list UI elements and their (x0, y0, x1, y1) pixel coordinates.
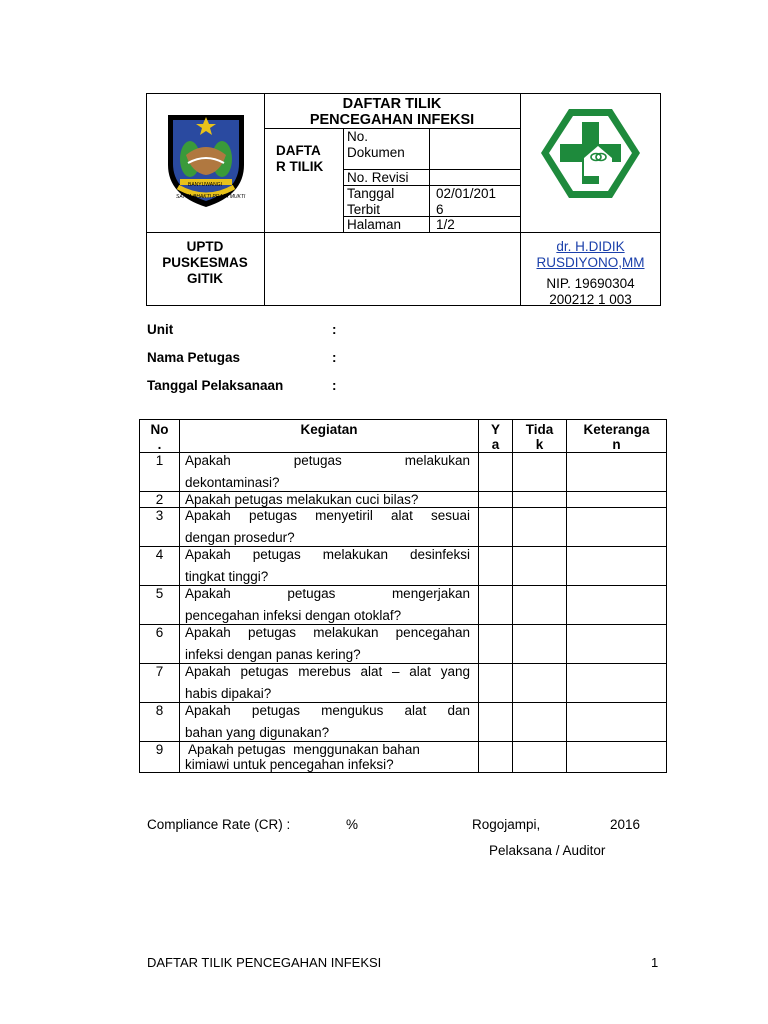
cell-tidak[interactable] (513, 703, 567, 742)
tanggal-pelaksanaan-label: Tanggal Pelaksanaan (147, 378, 284, 393)
row-question: Apakah petugas mengerjakan pencegahan infeksi dengan otoklaf? (180, 586, 479, 625)
cell-ya[interactable] (479, 453, 513, 492)
cell-keterangan[interactable] (567, 703, 667, 742)
tanggal-terbit-label: Tanggal Terbit (347, 186, 395, 217)
row-number: 3 (140, 508, 180, 547)
page-number: 1 (651, 955, 659, 970)
halaman-value: 1/2 (436, 217, 455, 232)
table-row (140, 625, 667, 664)
unit-separator: : (332, 322, 337, 337)
cell-tidak[interactable] (513, 664, 567, 703)
table-row (140, 547, 667, 586)
cell-ya[interactable] (479, 703, 513, 742)
nama-petugas-label: Nama Petugas (147, 350, 241, 365)
compliance-rate-unit: % (346, 817, 359, 832)
row-question: Apakah petugas menyetiril alat sesuai dengan prosedur? (180, 508, 479, 547)
cell-ya[interactable] (479, 586, 513, 625)
cell-tidak[interactable] (513, 492, 567, 508)
document-header (0, 0, 768, 320)
organization-name: UPTD PUSKESMAS GITIK (162, 239, 248, 286)
cell-keterangan[interactable] (567, 664, 667, 703)
table-row (140, 508, 667, 547)
checklist-table (139, 419, 667, 773)
row-number: 1 (140, 453, 180, 492)
signer-nip: NIP. 19690304 200212 1 003 (546, 276, 635, 307)
row-number: 7 (140, 664, 180, 703)
puskesmas-cross-logo (538, 106, 643, 201)
row-number: 5 (140, 586, 180, 625)
cell-tidak[interactable] (513, 625, 567, 664)
cell-ya[interactable] (479, 742, 513, 773)
row-question: Apakah petugas merebus alat – alat yang habis dipakai? (180, 664, 479, 703)
cell-ya[interactable] (479, 492, 513, 508)
no-dokumen-label: No. Dokumen (347, 129, 405, 160)
signer-name[interactable]: dr. H.DIDIK RUSDIYONO,MM (536, 239, 645, 270)
row-question: Apakah petugas melakukan cuci bilas? (180, 492, 479, 508)
unit-label: Unit (147, 322, 174, 337)
table-row (140, 664, 667, 703)
table-row (140, 703, 667, 742)
table-row (140, 586, 667, 625)
row-number: 2 (140, 492, 180, 508)
row-number: 9 (140, 742, 180, 773)
cell-tidak[interactable] (513, 547, 567, 586)
cell-tidak[interactable] (513, 742, 567, 773)
table-row (140, 742, 667, 773)
cell-keterangan[interactable] (567, 586, 667, 625)
row-question: Apakah petugas melakukan desinfeksi tingkat tinggi? (180, 547, 479, 586)
no-revisi-label: No. Revisi (347, 170, 409, 185)
cell-ya[interactable] (479, 664, 513, 703)
cell-keterangan[interactable] (567, 508, 667, 547)
table-header-row (140, 420, 667, 453)
emblem-caption: BANYUWANGI (188, 182, 222, 188)
row-number: 8 (140, 703, 180, 742)
row-question: Apakah petugas mengukus alat dan bahan yang digunakan? (180, 703, 479, 742)
cell-tidak[interactable] (513, 453, 567, 492)
cell-ya[interactable] (479, 625, 513, 664)
signing-place: Rogojampi, (472, 817, 541, 832)
cell-keterangan[interactable] (567, 492, 667, 508)
row-question: Apakah petugas melakukan dekontaminasi? (180, 453, 479, 492)
nama-petugas-separator: : (332, 350, 337, 365)
compliance-rate-label: Compliance Rate (CR) : (147, 817, 291, 832)
tanggal-terbit-value: 02/01/201 6 (436, 186, 497, 217)
auditor-role: Pelaksana / Auditor (489, 843, 606, 858)
emblem-motto: SATYA BHAKTI PRAJA MUKTI (176, 194, 246, 200)
cell-keterangan[interactable] (567, 547, 667, 586)
cell-tidak[interactable] (513, 586, 567, 625)
cell-keterangan[interactable] (567, 453, 667, 492)
document-title: DAFTAR TILIK PENCEGAHAN INFEKSI (309, 96, 475, 128)
table-row (140, 492, 667, 508)
tanggal-pelaksanaan-separator: : (332, 378, 337, 393)
cell-ya[interactable] (479, 508, 513, 547)
cell-keterangan[interactable] (567, 742, 667, 773)
document-type: DAFTA R TILIK (276, 143, 324, 174)
col-kegiatan-header: Kegiatan (180, 420, 479, 453)
row-question: Apakah petugas menggunakan bahan kimiawi untuk pencegahan infeksi? (180, 742, 479, 773)
halaman-label: Halaman (347, 217, 402, 232)
row-question: Apakah petugas melakukan pencegahan infeksi dengan panas kering? (180, 625, 479, 664)
col-tidak-header: Tida k (513, 420, 567, 453)
cell-ya[interactable] (479, 547, 513, 586)
col-ya-header: Y a (479, 420, 513, 453)
row-number: 4 (140, 547, 180, 586)
signing-year: 2016 (610, 817, 641, 832)
table-row (140, 453, 667, 492)
col-no-header: No . (140, 420, 180, 453)
row-number: 6 (140, 625, 180, 664)
page-footer-title: DAFTAR TILIK PENCEGAHAN INFEKSI (147, 955, 382, 970)
col-keterangan-header: Keteranga n (567, 420, 667, 453)
cell-tidak[interactable] (513, 508, 567, 547)
cell-keterangan[interactable] (567, 625, 667, 664)
